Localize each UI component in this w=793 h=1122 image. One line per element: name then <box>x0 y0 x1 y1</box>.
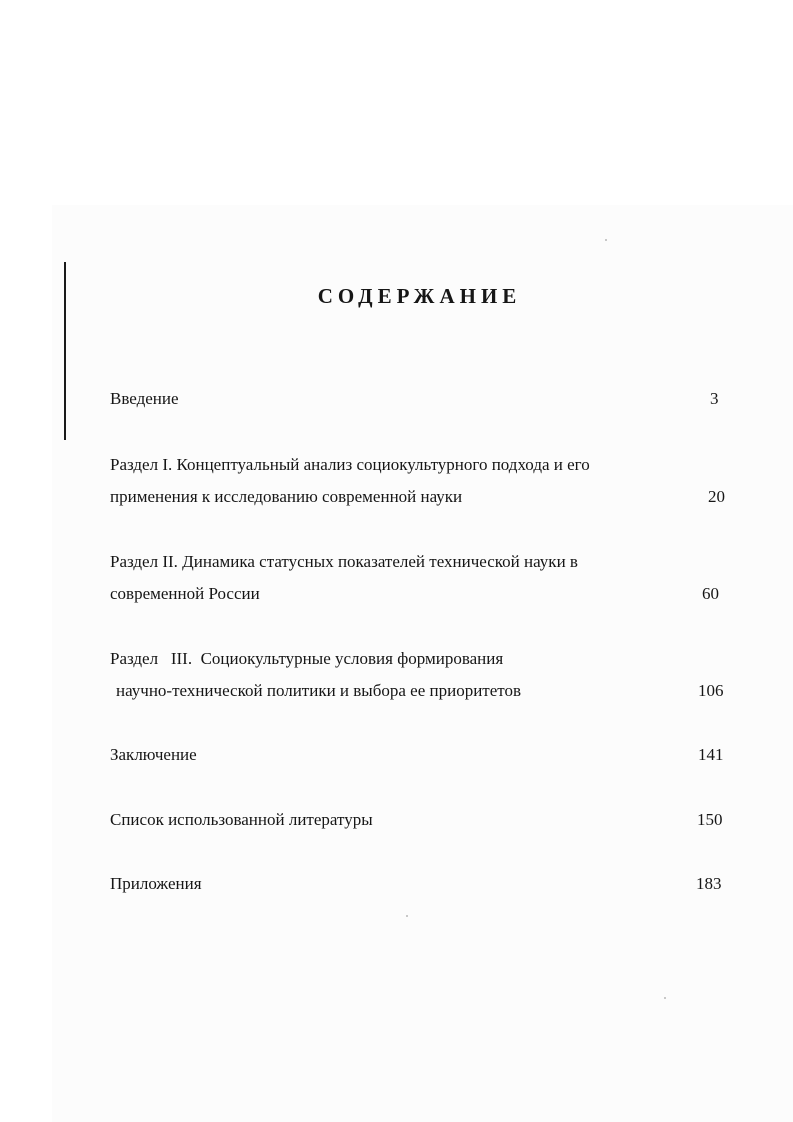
toc-entry-section-3-line-2: научно-технической политики и выбора ее приоритетов <box>116 681 522 700</box>
toc-page-number: 106 <box>698 681 724 700</box>
toc-entry-section-1-line-1: Раздел I. Концептуальный анализ социокультурного подхода и его <box>110 455 590 474</box>
toc-page-number: 141 <box>698 745 724 764</box>
toc-page-number: 150 <box>697 810 723 829</box>
toc-entry-conclusion: Заключение <box>110 745 197 764</box>
toc-entry-section-1-line-2: применения к исследованию современной науки <box>110 487 463 506</box>
toc-page-number: 183 <box>696 874 722 893</box>
scan-speck <box>406 915 408 917</box>
toc-entry-introduction: Введение <box>110 389 179 408</box>
toc-entry-section-2-line-1: Раздел II. Динамика статусных показателей технической науки в <box>110 552 578 571</box>
page-title: СОДЕРЖАНИЕ <box>317 284 522 308</box>
toc-entry-section-2-line-2: современной России <box>110 584 260 603</box>
scan-speck <box>664 997 666 999</box>
toc-entry-section-3-line-1: Раздел III. Социокультурные условия формирования <box>110 649 504 668</box>
toc-entry-appendices: Приложения <box>110 874 202 893</box>
scan-speck <box>605 239 607 241</box>
toc-page-number: 20 <box>708 487 725 506</box>
toc-page-number: 3 <box>710 389 719 408</box>
toc-page-number: 60 <box>702 584 719 603</box>
toc-entry-references: Список использованной литературы <box>110 810 373 829</box>
